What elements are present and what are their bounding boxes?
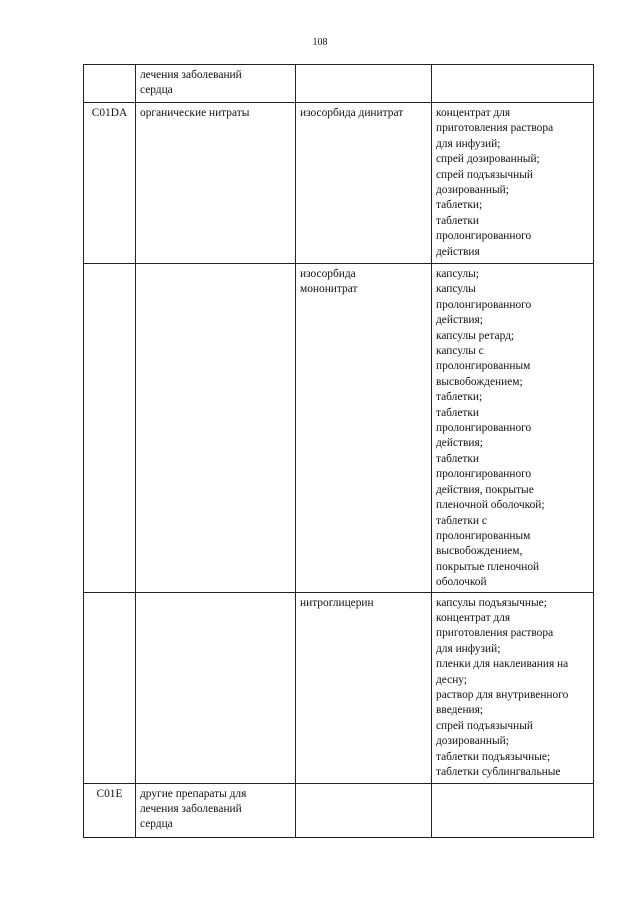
anatomical-therapeutic-group: другие препараты для лечения заболеваний сердца	[140, 787, 247, 831]
substance-cell	[296, 783, 432, 837]
dosage-forms: концентрат для приготовления раствора для инфузий; спрей дозированный; спрей подъязычный дозированный; таблетки; таблетки пролонгированного действия	[436, 107, 554, 258]
substance-cell	[296, 264, 432, 593]
group-cell	[136, 783, 296, 837]
atc-code: C01DA	[91, 107, 128, 119]
page-number: 108	[312, 37, 328, 48]
forms-cell	[432, 783, 594, 837]
substance-cell	[296, 592, 432, 783]
atc-code-cell	[84, 592, 136, 783]
atc-code: C01E	[96, 787, 123, 800]
substance-cell	[296, 65, 432, 103]
dosage-forms: капсулы подъязычные; концентрат для приготовления раствора для инфузий; пленки для наклеивания на десну; раствор для внутривенного введения; спрей подъязычный дозированный; таблетки подъязычные; таблетки сублингвальные	[436, 596, 569, 778]
forms-cell	[432, 65, 594, 103]
atc-code-cell	[84, 264, 136, 593]
forms-cell	[432, 592, 594, 783]
group-cell	[136, 592, 296, 783]
atc-code-cell	[84, 783, 136, 837]
forms-cell	[432, 264, 594, 593]
table-row	[84, 264, 594, 593]
dosage-forms: капсулы; капсулы пролонгированного действия; капсулы ретард; капсулы с пролонгированным высвобождением; таблетки; таблетки пролонгированного действия; таблетки пролонгированного действия, покрытые пленочной оболочкой; таблетки с пролонгированным высвобождением, покрытые пленочной оболочкой	[436, 268, 545, 589]
anatomical-therapeutic-group: органические нитраты	[140, 107, 250, 119]
table-row	[84, 592, 594, 783]
forms-cell	[432, 103, 594, 264]
group-cell	[136, 65, 296, 103]
group-cell	[136, 103, 296, 264]
table-row	[84, 103, 594, 264]
substance-cell	[296, 103, 432, 264]
atc-code-cell	[84, 103, 136, 264]
drug-classification-table	[83, 64, 594, 838]
active-substance: изосорбида мононитрат	[300, 268, 358, 296]
atc-code-cell	[84, 65, 136, 103]
group-cell	[136, 264, 296, 593]
table-row	[84, 783, 594, 837]
table-row	[84, 65, 594, 103]
active-substance: нитроглицерин	[300, 596, 374, 609]
anatomical-therapeutic-group: лечения заболеваний сердца	[140, 69, 242, 97]
active-substance: изосорбида динитрат	[300, 107, 404, 119]
